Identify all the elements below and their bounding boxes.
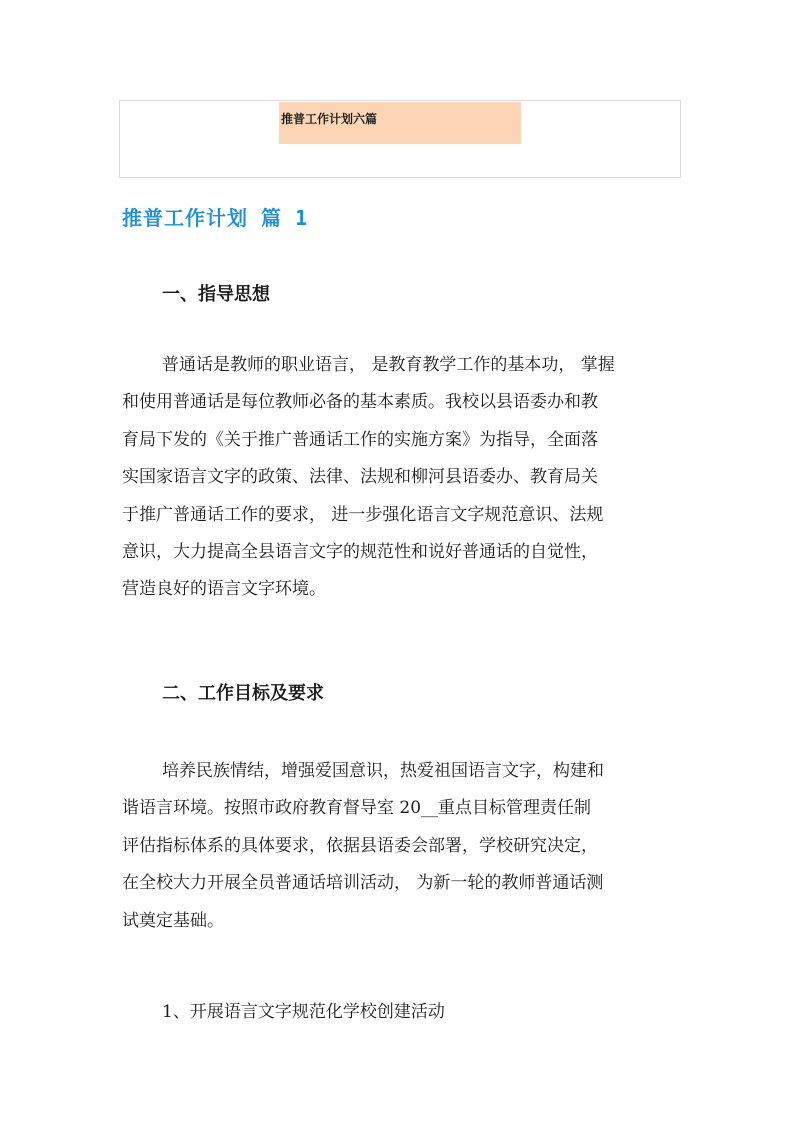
document-header-box xyxy=(119,100,681,178)
section-title: 推普工作计划 篇 1 xyxy=(122,206,309,230)
paragraph-line: 于推广普通话工作的要求， 进一步强化语言文字规范意识、法规 xyxy=(122,504,604,525)
heading-guiding-thought: 一、指导思想 xyxy=(162,284,270,305)
paragraph-line: 意识，大力提高全县语言文字的规范性和说好普通话的自觉性， xyxy=(122,542,598,563)
document-header-label: 推普工作计划六篇 xyxy=(279,102,521,144)
paragraph-guiding-thought xyxy=(122,347,690,609)
paragraph-line: 育局下发的《关于推广普通话工作的实施方案》为指导，全面落 xyxy=(122,429,598,450)
paragraph-line: 谐语言环境。按照市政府教育督导室 20__重点目标管理责任制 xyxy=(122,798,592,819)
paragraph-goals-requirements xyxy=(122,753,690,940)
paragraph-line: 培养民族情结，增强爱国意识，热爱祖国语言文字，构建和 xyxy=(162,761,604,781)
paragraph-line: 普通话是教师的职业语言， 是教育教学工作的基本功， 掌握 xyxy=(162,355,615,375)
paragraph-line: 和使用普通话是每位教师必备的基本素质。我校以县语委办和教 xyxy=(122,392,598,413)
paragraph-line: 试奠定基础。 xyxy=(122,910,224,931)
heading-goals-requirements: 二、工作目标及要求 xyxy=(162,683,324,704)
paragraph-line: 实国家语言文字的政策、法律、法规和柳河县语委办、教育局关 xyxy=(122,467,598,488)
subsection-item-1: 1、开展语言文字规范化学校创建活动 xyxy=(162,1002,445,1022)
paragraph-line: 营造良好的语言文字环境。 xyxy=(122,579,326,600)
paragraph-line: 评估指标体系的具体要求，依据县语委会部署，学校研究决定， xyxy=(122,835,598,856)
paragraph-line: 在全校大力开展全员普通话培训活动， 为新一轮的教师普通话测 xyxy=(122,873,604,894)
